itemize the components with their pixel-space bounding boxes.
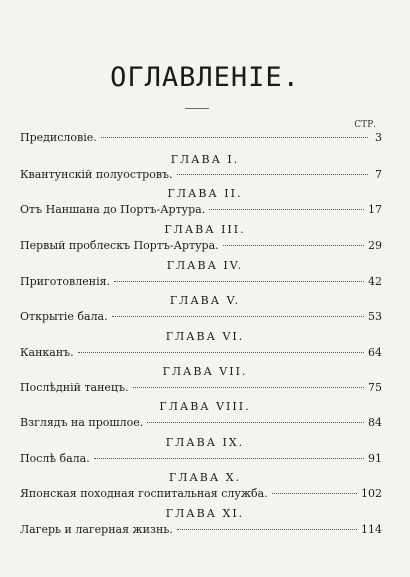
entry-title: Приготовленія.	[20, 275, 111, 288]
entry-page: 29	[368, 239, 382, 252]
leader-dots	[114, 281, 364, 282]
page-column-label: СТР.	[354, 120, 376, 130]
leader-dots	[272, 493, 357, 494]
entry-title: Послѣдній танецъ.	[20, 381, 129, 394]
chapter-heading: ГЛАВА IV.	[166, 259, 244, 272]
chapter-heading: ГЛАВА III.	[164, 223, 246, 236]
toc-entry	[20, 310, 382, 324]
toc-entry	[20, 203, 382, 217]
entry-page: 84	[368, 416, 382, 429]
entry-title: Лагерь и лагерная жизнь.	[20, 523, 173, 536]
chapter-heading: ГЛАВА IX.	[165, 436, 245, 449]
chapter-heading: ГЛАВА X.	[168, 471, 242, 484]
entry-page: 42	[368, 275, 382, 288]
leader-dots	[177, 529, 357, 530]
entry-title: Предисловіе.	[20, 131, 97, 144]
chapter-heading: ГЛАВА XI.	[165, 507, 245, 520]
leader-dots	[78, 352, 364, 353]
entry-page: 75	[368, 381, 382, 394]
entry-page: 17	[368, 203, 382, 216]
toc-entry-preface	[20, 131, 382, 145]
entry-title: Канканъ.	[20, 346, 74, 359]
chapter-heading: ГЛАВА VIII.	[159, 400, 251, 413]
toc-entry	[20, 452, 382, 466]
leader-dots	[223, 245, 364, 246]
leader-dots	[177, 174, 368, 175]
toc-entry	[20, 168, 382, 182]
entry-title: Японская походная госпитальная служба.	[20, 487, 268, 500]
leader-dots	[147, 422, 364, 423]
page-title: ОГЛАВЛЕНІЕ.	[110, 62, 300, 93]
entry-page: 102	[361, 487, 382, 500]
entry-title: Квантунскій полуостровъ.	[20, 168, 173, 181]
chapter-heading: ГЛАВА II.	[167, 187, 243, 200]
toc-entry	[20, 275, 382, 289]
entry-title: Отъ Наншана до Портъ-Артура.	[20, 203, 206, 216]
leader-dots	[101, 137, 368, 138]
entry-title: Первый проблескъ Портъ-Артура.	[20, 239, 219, 252]
entry-page: 53	[368, 310, 382, 323]
toc-entry	[20, 416, 382, 430]
entry-page: 114	[361, 523, 382, 536]
leader-dots	[133, 387, 364, 388]
toc-entry	[20, 523, 382, 537]
entry-page: 91	[368, 452, 382, 465]
leader-dots	[209, 209, 364, 210]
entry-title: Послѣ бала.	[20, 452, 90, 465]
leader-dots	[94, 458, 364, 459]
title-divider	[185, 108, 209, 109]
leader-dots	[112, 316, 364, 317]
toc-entry	[20, 346, 382, 360]
chapter-heading: ГЛАВА V.	[169, 294, 241, 307]
toc-entry	[20, 239, 382, 253]
toc-entry	[20, 381, 382, 395]
toc-entry	[20, 487, 382, 501]
entry-page: 7	[375, 168, 382, 181]
chapter-heading: ГЛАВА I.	[170, 153, 240, 166]
entry-page: 3	[375, 131, 382, 144]
chapter-heading: ГЛАВА VI.	[165, 330, 245, 343]
entry-page: 64	[368, 346, 382, 359]
entry-title: Открытіе бала.	[20, 310, 108, 323]
chapter-heading: ГЛАВА VII.	[162, 365, 248, 378]
entry-title: Взглядъ на прошлое.	[20, 416, 144, 429]
